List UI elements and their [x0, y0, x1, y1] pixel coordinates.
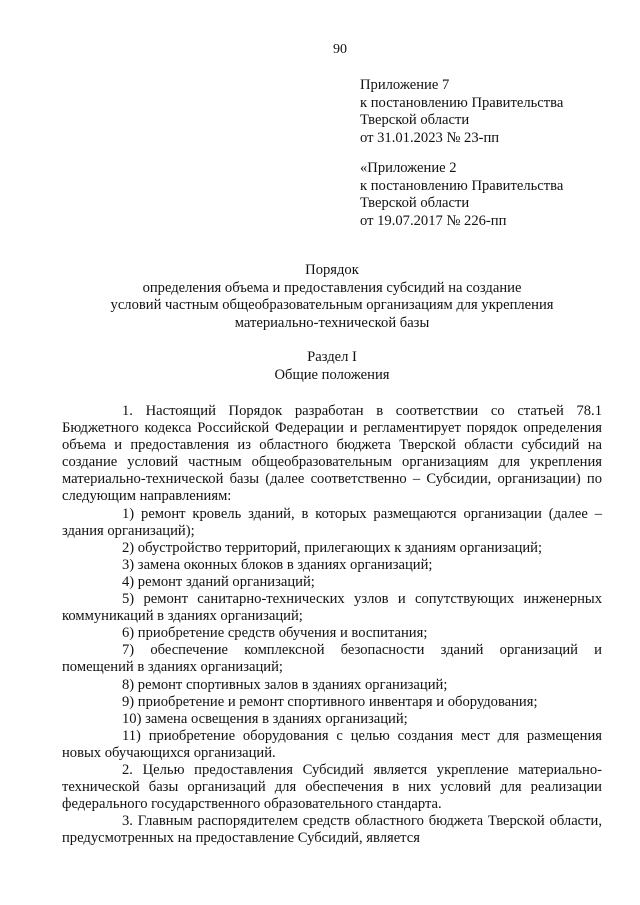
- title-line: Порядок: [305, 262, 359, 278]
- section-name: Общие положения: [274, 366, 390, 383]
- list-item: 1) ремонт кровель зданий, в которых размещаются организации (далее – здания организаций);: [62, 505, 602, 539]
- section-number: Раздел I: [307, 349, 357, 365]
- paragraph: 3. Главным распорядителем средств областного бюджета Тверской области, предусмотренных на предоставление Субсидий, является: [62, 813, 602, 847]
- list-item: 8) ремонт спортивных залов в зданиях организаций;: [122, 676, 448, 693]
- appendix-line: от 31.01.2023 № 23-пп: [360, 129, 500, 146]
- appendix-line: к постановлению Правительства: [360, 177, 564, 194]
- list-item: 9) приобретение и ремонт спортивного инвентаря и оборудования;: [122, 693, 538, 710]
- appendix-line: Приложение 7: [360, 77, 450, 93]
- appendix-line: Тверской области: [360, 112, 470, 128]
- document-title: [62, 262, 602, 332]
- title-line: условий частным общеобразовательным организациям для укрепления: [110, 297, 554, 313]
- list-item: 10) замена освещения в зданиях организаций;: [122, 710, 408, 727]
- list-item: 4) ремонт зданий организаций;: [122, 573, 315, 590]
- appendix-line: от 19.07.2017 № 226-пп: [360, 212, 507, 229]
- list-item: 3) замена оконных блоков в зданиях организаций;: [122, 556, 433, 573]
- title-line: материально-технической базы: [234, 314, 430, 331]
- list-item: 2) обустройство территорий, прилегающих к зданиям организаций;: [122, 539, 543, 556]
- appendix-current-header: [360, 77, 563, 147]
- title-line: определения объема и предоставления субсидий на создание: [142, 279, 522, 296]
- appendix-original-header: [360, 160, 563, 230]
- appendix-line: Тверской области: [360, 195, 470, 211]
- paragraph: 1. Настоящий Порядок разработан в соответствии со статьей 78.1 Бюджетного кодекса Российской Федерации и регламентирует порядок определения объема и предоставления из областного бюджета Тверской области субсидий на создание условий частным общеобразовательным организациям для укрепления материально-технической базы (далее соответственно – Субсидии, организации) по следующим направлениям:: [62, 403, 602, 505]
- list-item: 11) приобретение оборудования с целью создания мест для размещения новых обучающихся организаций.: [62, 727, 602, 761]
- section-heading: [62, 349, 602, 384]
- appendix-line: «Приложение 2: [360, 160, 457, 176]
- list-item: 6) приобретение средств обучения и воспитания;: [122, 625, 428, 642]
- page-number: 90: [333, 42, 347, 57]
- appendix-line: к постановлению Правительства: [360, 94, 564, 111]
- document-body: [62, 403, 602, 847]
- list-item: 5) ремонт санитарно-технических узлов и сопутствующих инженерных коммуникаций в зданиях организаций;: [62, 591, 602, 625]
- list-item: 7) обеспечение комплексной безопасности зданий организаций и помещений в зданиях организаций;: [62, 642, 602, 676]
- paragraph: 2. Целью предоставления Субсидий является укрепление материально-технической базы организаций для обеспечения в них условий для реализации федерального государственного образовательного стандарта.: [62, 761, 602, 813]
